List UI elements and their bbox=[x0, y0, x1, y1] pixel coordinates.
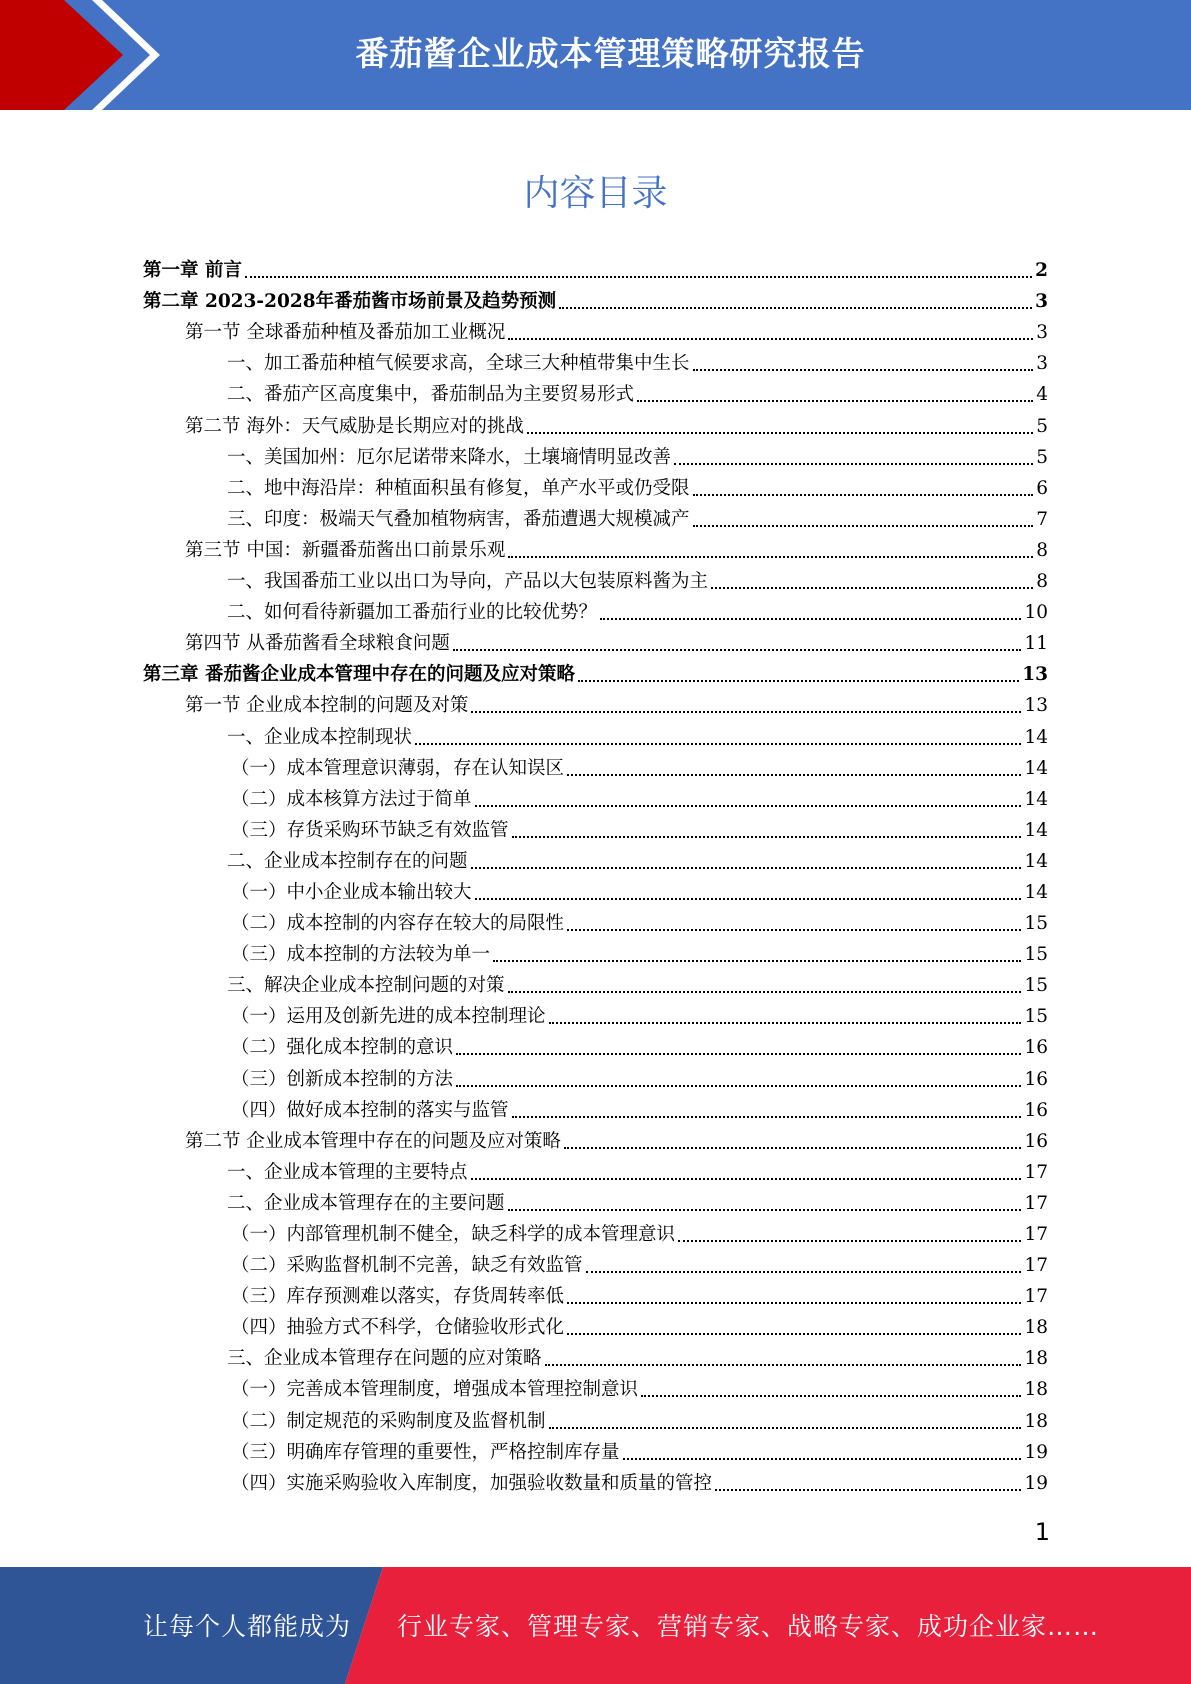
toc-leader-dots bbox=[578, 666, 1019, 682]
table-of-contents bbox=[143, 253, 1048, 1497]
footer-slogan-right: 行业专家、管理专家、营销专家、战略专家、成功企业家…… bbox=[397, 1612, 1100, 1641]
toc-entry-title: （一）运用及创新先进的成本控制理论 bbox=[231, 1006, 546, 1028]
toc-entry[interactable] bbox=[143, 1061, 1048, 1092]
toc-entry[interactable] bbox=[143, 408, 1048, 439]
toc-entry[interactable] bbox=[143, 1217, 1048, 1248]
toc-entry-title: 第一节 企业成本控制的问题及对策 bbox=[185, 695, 469, 717]
toc-leader-dots bbox=[475, 791, 1022, 807]
toc-entry[interactable] bbox=[143, 1279, 1048, 1310]
toc-entry-title: （三）存货采购环节缺乏有效监管 bbox=[231, 819, 509, 841]
toc-entry-title: 二、地中海沿岸：种植面积虽有修复，单产水平或仍受限 bbox=[227, 477, 690, 499]
toc-entry[interactable] bbox=[143, 595, 1048, 626]
toc-entry-page: 18 bbox=[1024, 1317, 1048, 1339]
toc-entry-title: 第三章 番茄酱企业成本管理中存在的问题及应对策略 bbox=[143, 664, 575, 686]
toc-entry-title: 二、企业成本控制存在的问题 bbox=[227, 850, 468, 872]
toc-entry-title: （三）成本控制的方法较为单一 bbox=[231, 944, 491, 966]
toc-entry[interactable] bbox=[143, 1372, 1048, 1403]
toc-entry-title: 二、企业成本管理存在的主要问题 bbox=[227, 1192, 505, 1214]
toc-entry-page: 17 bbox=[1024, 1161, 1048, 1183]
toc-entry-page: 17 bbox=[1024, 1224, 1048, 1245]
toc-entry[interactable] bbox=[143, 1155, 1048, 1186]
toc-entry-page: 18 bbox=[1024, 1348, 1048, 1370]
toc-entry-page: 4 bbox=[1036, 384, 1048, 406]
report-title: 番茄酱企业成本管理策略研究报告 bbox=[355, 34, 866, 73]
toc-entry-page: 14 bbox=[1024, 726, 1048, 748]
toc-entry-title: （四）抽验方式不科学，仓储验收形式化 bbox=[231, 1317, 565, 1339]
toc-entry-title: 第一章 前言 bbox=[143, 260, 242, 282]
toc-entry-page: 17 bbox=[1024, 1255, 1048, 1277]
toc-entry-title: （二）制定规范的采购制度及监督机制 bbox=[231, 1410, 546, 1432]
toc-entry-page: 16 bbox=[1024, 1037, 1048, 1059]
toc-entry-page: 14 bbox=[1024, 788, 1048, 810]
toc-leader-dots bbox=[453, 635, 1022, 651]
toc-heading: 内容目录 bbox=[523, 173, 668, 214]
toc-leader-dots bbox=[559, 293, 1032, 309]
toc-entry-title: （二）成本核算方法过于简单 bbox=[231, 788, 472, 810]
toc-entry-title: 一、企业成本控制现状 bbox=[227, 726, 413, 748]
toc-entry-title: （二）成本控制的内容存在较大的局限性 bbox=[231, 913, 565, 935]
toc-entry[interactable] bbox=[143, 937, 1048, 968]
toc-leader-dots bbox=[567, 1288, 1021, 1304]
toc-entry-title: 第二节 企业成本管理中存在的问题及应对策略 bbox=[185, 1130, 561, 1152]
toc-entry-page: 15 bbox=[1024, 1006, 1048, 1028]
toc-entry-title: 第四节 从番茄酱看全球粮食问题 bbox=[185, 633, 450, 655]
toc-entry-page: 14 bbox=[1024, 850, 1048, 872]
toc-leader-dots bbox=[493, 946, 1021, 962]
toc-entry-page: 14 bbox=[1024, 881, 1048, 903]
toc-entry-title: （一）完善成本管理制度，增强成本管理控制意识 bbox=[231, 1379, 639, 1401]
toc-leader-dots bbox=[600, 604, 1021, 620]
toc-leader-dots bbox=[471, 697, 1021, 713]
toc-entry-page: 8 bbox=[1036, 539, 1048, 561]
toc-leader-dots bbox=[549, 1008, 1022, 1024]
toc-leader-dots bbox=[527, 418, 1033, 434]
toc-entry[interactable] bbox=[143, 284, 1048, 315]
toc-entry-title: （一）中小企业成本输出较大 bbox=[231, 881, 472, 903]
toc-leader-dots bbox=[545, 1350, 1022, 1366]
toc-leader-dots bbox=[456, 1071, 1021, 1087]
toc-entry[interactable] bbox=[143, 1466, 1048, 1497]
toc-entry-page: 15 bbox=[1024, 944, 1048, 966]
toc-entry[interactable] bbox=[143, 719, 1048, 750]
toc-leader-dots bbox=[693, 480, 1034, 496]
toc-entry-page: 15 bbox=[1024, 913, 1048, 935]
toc-entry-page: 5 bbox=[1036, 446, 1048, 468]
toc-entry[interactable] bbox=[143, 533, 1048, 564]
toc-entry-title: （三）库存预测难以落实，存货周转率低 bbox=[231, 1286, 565, 1308]
toc-leader-dots bbox=[567, 1319, 1021, 1335]
toc-leader-dots bbox=[637, 386, 1033, 402]
toc-entry-title: 第三节 中国：新疆番茄酱出口前景乐观 bbox=[185, 539, 506, 561]
toc-entry[interactable] bbox=[143, 1124, 1048, 1155]
toc-entry-page: 17 bbox=[1024, 1192, 1048, 1214]
toc-entry-page: 18 bbox=[1024, 1379, 1048, 1401]
page-header bbox=[0, 0, 1191, 110]
toc-entry-title: 二、番茄产区高度集中，番茄制品为主要贸易形式 bbox=[227, 384, 635, 406]
toc-entry[interactable] bbox=[143, 346, 1048, 377]
toc-entry-page: 8 bbox=[1036, 571, 1048, 593]
toc-entry[interactable] bbox=[143, 1248, 1048, 1279]
toc-leader-dots bbox=[415, 729, 1021, 745]
toc-entry[interactable] bbox=[143, 1310, 1048, 1341]
toc-entry-title: 三、企业成本管理存在问题的应对策略 bbox=[227, 1348, 542, 1370]
toc-entry[interactable] bbox=[143, 440, 1048, 471]
toc-entry-title: （三）创新成本控制的方法 bbox=[231, 1068, 454, 1090]
toc-entry[interactable] bbox=[143, 1030, 1048, 1061]
toc-leader-dots bbox=[564, 1133, 1022, 1149]
toc-entry[interactable] bbox=[143, 657, 1048, 688]
toc-entry[interactable] bbox=[143, 968, 1048, 999]
toc-entry[interactable] bbox=[143, 626, 1048, 657]
toc-leader-dots bbox=[512, 822, 1022, 838]
toc-entry-title: 一、美国加州：厄尔尼诺带来降水，土壤墒情明显改善 bbox=[227, 446, 672, 468]
toc-entry[interactable] bbox=[143, 377, 1048, 408]
toc-entry[interactable] bbox=[143, 844, 1048, 875]
toc-entry-page: 10 bbox=[1024, 602, 1048, 624]
toc-entry-page: 2 bbox=[1035, 260, 1048, 282]
toc-entry-title: 一、企业成本管理的主要特点 bbox=[227, 1161, 468, 1183]
toc-entry[interactable] bbox=[143, 471, 1048, 502]
toc-leader-dots bbox=[245, 262, 1032, 278]
toc-entry[interactable] bbox=[143, 564, 1048, 595]
toc-entry-page: 14 bbox=[1024, 819, 1048, 841]
toc-entry-page: 3 bbox=[1035, 291, 1048, 313]
toc-leader-dots bbox=[508, 542, 1033, 558]
toc-entry-title: （一）成本管理意识薄弱，存在认知误区 bbox=[231, 757, 565, 779]
toc-entry[interactable] bbox=[143, 906, 1048, 937]
toc-entry-title: （三）明确库存管理的重要性，严格控制库存量 bbox=[231, 1441, 620, 1463]
toc-leader-dots bbox=[508, 324, 1033, 340]
toc-entry[interactable] bbox=[143, 999, 1048, 1030]
toc-entry-page: 16 bbox=[1024, 1068, 1048, 1090]
toc-entry[interactable] bbox=[143, 1093, 1048, 1124]
toc-entry-page: 3 bbox=[1036, 322, 1048, 344]
toc-entry-title: 一、我国番茄工业以出口为导向，产品以大包装原料酱为主 bbox=[227, 571, 709, 593]
toc-leader-dots bbox=[586, 1257, 1022, 1273]
toc-entry-page: 16 bbox=[1024, 1099, 1048, 1121]
toc-leader-dots bbox=[674, 449, 1033, 465]
toc-entry-page: 18 bbox=[1024, 1410, 1048, 1432]
toc-leader-dots bbox=[456, 1039, 1021, 1055]
toc-entry[interactable] bbox=[143, 253, 1048, 284]
toc-entry[interactable] bbox=[143, 688, 1048, 719]
toc-entry[interactable] bbox=[143, 1435, 1048, 1466]
toc-entry-title: 三、印度：极端天气叠加植物病害，番茄遭遇大规模减产 bbox=[227, 508, 690, 530]
toc-entry-page: 11 bbox=[1024, 633, 1048, 655]
footer-slogan-left: 让每个人都能成为 bbox=[143, 1612, 352, 1641]
toc-entry-title: 三、解决企业成本控制问题的对策 bbox=[227, 975, 505, 997]
toc-entry-page: 14 bbox=[1024, 757, 1048, 779]
toc-entry-title: （一）内部管理机制不健全，缺乏科学的成本管理意识 bbox=[231, 1224, 676, 1245]
toc-leader-dots bbox=[567, 760, 1021, 776]
toc-leader-dots bbox=[623, 1444, 1022, 1460]
toc-entry-page: 5 bbox=[1036, 415, 1048, 437]
toc-entry-page: 3 bbox=[1036, 353, 1048, 375]
toc-leader-dots bbox=[471, 1164, 1022, 1180]
toc-entry[interactable] bbox=[143, 782, 1048, 813]
toc-entry[interactable] bbox=[143, 1186, 1048, 1217]
page-number: 1 bbox=[1034, 1518, 1050, 1546]
toc-leader-dots bbox=[549, 1413, 1022, 1429]
toc-leader-dots bbox=[508, 1195, 1022, 1211]
toc-entry-title: （二）强化成本控制的意识 bbox=[231, 1037, 454, 1059]
toc-leader-dots bbox=[641, 1381, 1021, 1397]
toc-entry-title: 二、如何看待新疆加工番茄行业的比较优势？ bbox=[227, 602, 598, 624]
toc-entry[interactable] bbox=[143, 1341, 1048, 1372]
toc-entry-page: 17 bbox=[1024, 1286, 1048, 1308]
toc-leader-dots bbox=[508, 977, 1022, 993]
toc-entry[interactable] bbox=[143, 751, 1048, 782]
toc-entry[interactable] bbox=[143, 1403, 1048, 1434]
toc-entry[interactable] bbox=[143, 502, 1048, 533]
toc-entry-page: 19 bbox=[1024, 1441, 1048, 1463]
toc-entry-title: 一、加工番茄种植气候要求高，全球三大种植带集中生长 bbox=[227, 353, 690, 375]
toc-leader-dots bbox=[512, 1102, 1022, 1118]
toc-leader-dots bbox=[711, 573, 1033, 589]
toc-entry-page: 6 bbox=[1036, 477, 1048, 499]
toc-entry-title: （二）采购监督机制不完善，缺乏有效监管 bbox=[231, 1255, 583, 1277]
toc-leader-dots bbox=[475, 884, 1022, 900]
toc-entry-page: 7 bbox=[1036, 508, 1048, 530]
toc-entry-page: 15 bbox=[1024, 975, 1048, 997]
toc-entry-page: 16 bbox=[1024, 1130, 1048, 1152]
toc-entry-page: 13 bbox=[1022, 664, 1048, 686]
toc-leader-dots bbox=[693, 511, 1034, 527]
toc-entry-page: 13 bbox=[1024, 695, 1048, 717]
toc-entry-page: 19 bbox=[1024, 1472, 1048, 1494]
page-footer bbox=[0, 1567, 1191, 1684]
toc-entry[interactable] bbox=[143, 813, 1048, 844]
toc-leader-dots bbox=[678, 1226, 1021, 1242]
toc-entry-title: 第二节 海外：天气威胁是长期应对的挑战 bbox=[185, 415, 524, 437]
toc-entry-title: （四）实施采购验收入库制度，加强验收数量和质量的管控 bbox=[231, 1472, 713, 1494]
toc-entry[interactable] bbox=[143, 315, 1048, 346]
toc-entry-title: 第二章 2023-2028年番茄酱市场前景及趋势预测 bbox=[143, 291, 557, 313]
toc-leader-dots bbox=[567, 915, 1021, 931]
toc-entry[interactable] bbox=[143, 875, 1048, 906]
toc-leader-dots bbox=[471, 853, 1022, 869]
toc-leader-dots bbox=[715, 1475, 1021, 1491]
toc-entry-title: （四）做好成本控制的落实与监管 bbox=[231, 1099, 509, 1121]
toc-entry-title: 第一节 全球番茄种植及番茄加工业概况 bbox=[185, 322, 506, 344]
toc-leader-dots bbox=[693, 355, 1034, 371]
